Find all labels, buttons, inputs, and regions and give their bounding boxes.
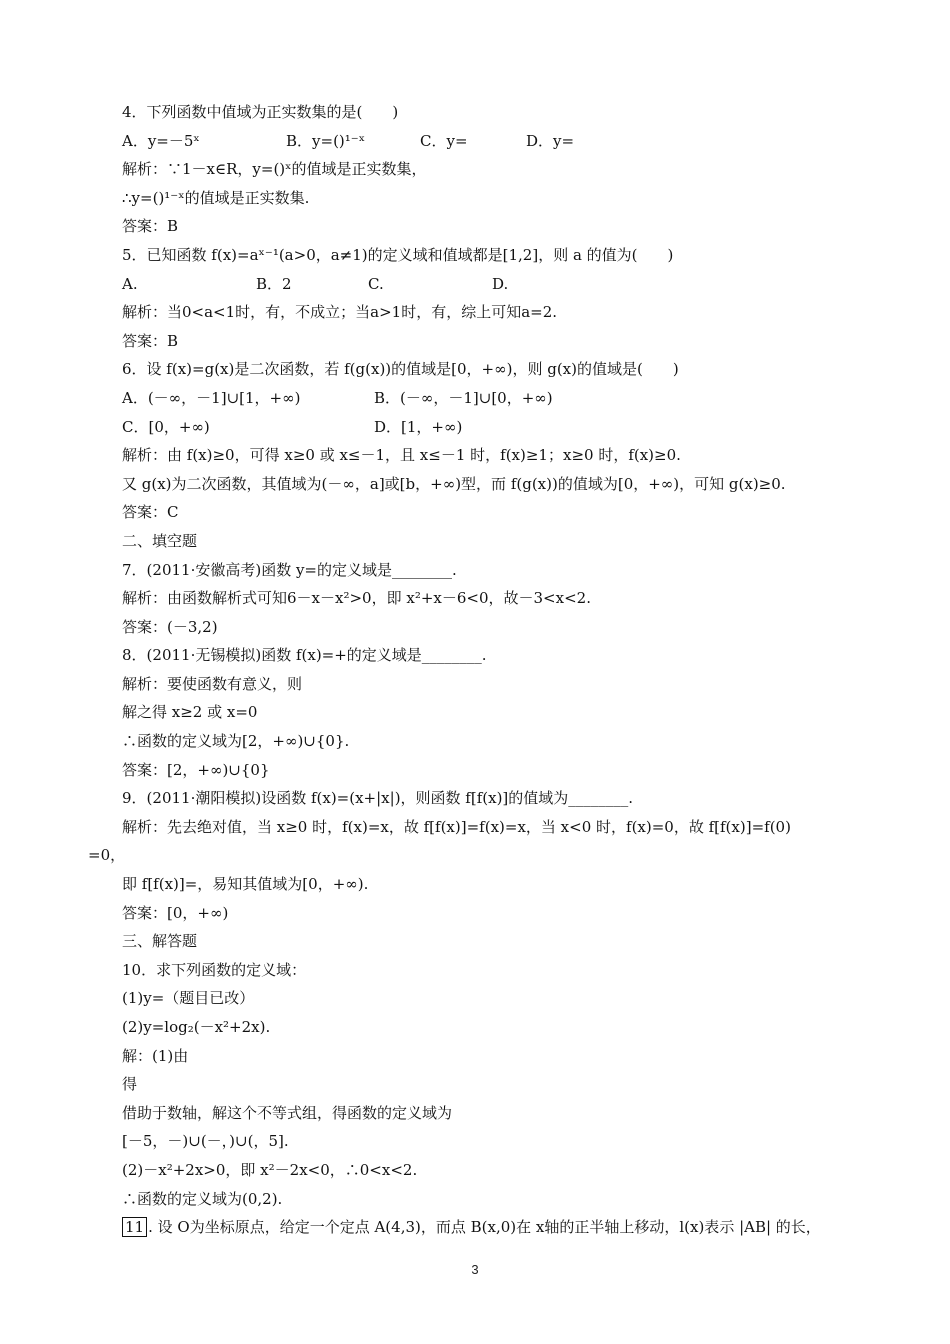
text-line: 解析：要使函数有意义，则 bbox=[122, 674, 303, 693]
text-line: 得 bbox=[122, 1075, 138, 1094]
text-line: 5．已知函数 f(x)=aˣ⁻¹(a>0，a≠1)的定义域和值域都是[1,2]，则 a 的值为( ) bbox=[122, 245, 674, 264]
page-number: 3 bbox=[471, 1262, 479, 1277]
choice-option: C．[0，+∞) bbox=[122, 417, 210, 436]
choice-option: D．[1，+∞) bbox=[374, 417, 463, 436]
text-line: 又 g(x)为二次函数，其值域为(－∞，a]或[b，+∞)型，而 f(g(x))的值域为[0，+∞)，可知 g(x)≥0. bbox=[122, 474, 786, 493]
text-line: 答案：C bbox=[122, 503, 179, 522]
text-line: =0， bbox=[88, 846, 126, 865]
question-line bbox=[122, 1213, 867, 1242]
text-line: 借助于数轴，解这个不等式组，得函数的定义域为 bbox=[122, 1103, 453, 1122]
text-line: 6．设 f(x)=g(x)是二次函数，若 f(g(x))的值域是[0，+∞)，则 g(x)的值域是( ) bbox=[122, 360, 679, 379]
text-line: 解析：先去绝对值，当 x≥0 时，f(x)=x，故 f[f(x)]=f(x)=x，当 x<0 时，f(x)=0，故 f[f(x)]=f(0) bbox=[122, 817, 791, 836]
text-line: [－5，－)∪(－，)∪(，5]. bbox=[122, 1132, 289, 1151]
choice-option: A. bbox=[122, 274, 138, 293]
question-text: . 设 O为坐标原点，给定一个定点 A(4,3)，而点 B(x,0)在 x轴的正半轴上移动，l(x)表示 |AB| 的长， bbox=[148, 1218, 821, 1237]
choice-option: C．y= bbox=[420, 131, 468, 150]
choice-option: A．y=－5ˣ bbox=[122, 131, 200, 150]
text-line: 三、解答题 bbox=[122, 932, 198, 951]
text-line: (2)y=log₂(－x²+2x). bbox=[122, 1018, 271, 1036]
text-line: 答案：[2，+∞)∪{0} bbox=[122, 760, 270, 779]
text-line: 答案：(－3,2) bbox=[122, 617, 218, 636]
text-line: 解之得 x≥2 或 x=0 bbox=[122, 703, 258, 722]
text-line: ∴函数的定义域为[2，+∞)∪{0}. bbox=[122, 732, 350, 751]
text-line: (1)y=（题目已改） bbox=[122, 989, 255, 1008]
text-line: (2)－x²+2x>0，即 x²－2x<0，∴0<x<2. bbox=[122, 1160, 418, 1179]
text-line: 解析：由 f(x)≥0，可得 x≥0 或 x≤－1，且 x≤－1 时，f(x)≥1；x≥0 时，f(x)≥0. bbox=[122, 446, 681, 465]
text-line: 答案：[0，+∞) bbox=[122, 903, 229, 922]
text-line: 8．(2011·无锡模拟)函数 f(x)=+的定义域是________. bbox=[122, 646, 487, 665]
question-number-box: 11 bbox=[122, 1217, 147, 1237]
text-line: 即 f[f(x)]=，易知其值域为[0，+∞). bbox=[122, 875, 369, 894]
choice-option: D. bbox=[492, 274, 509, 293]
text-line: 9．(2011·潮阳模拟)设函数 f(x)=(x+|x|)，则函数 f[f(x)]的值域为________. bbox=[122, 789, 634, 808]
text-line: 解析：∵1－x∈R，y=()ˣ的值域是正实数集， bbox=[122, 160, 427, 179]
choice-row bbox=[122, 384, 867, 413]
choice-option: B．y=()¹⁻ˣ bbox=[286, 131, 366, 150]
text-line: 解析：由函数解析式可知6－x－x²>0，即 x²+x－6<0，故－3<x<2. bbox=[122, 589, 591, 608]
text-line: 答案：B bbox=[122, 331, 179, 350]
choice-row bbox=[122, 270, 867, 299]
choice-option: C. bbox=[368, 274, 384, 293]
choice-row bbox=[122, 127, 867, 156]
text-line: 解：(1)由 bbox=[122, 1046, 189, 1065]
text-line: 答案：B bbox=[122, 217, 179, 236]
document-body bbox=[88, 98, 867, 1242]
text-line: 7．(2011·安徽高考)函数 y=的定义域是________. bbox=[122, 560, 457, 579]
choice-row bbox=[122, 413, 867, 442]
choice-option: D．y= bbox=[526, 131, 575, 150]
choice-option: B．2 bbox=[256, 274, 292, 293]
text-line: ∴函数的定义域为(0,2). bbox=[122, 1189, 283, 1208]
text-line: 4．下列函数中值域为正实数集的是( ) bbox=[122, 103, 399, 121]
choice-option: A．(－∞，－1]∪[1，+∞) bbox=[122, 388, 301, 407]
choice-option: B．(－∞，－1]∪[0，+∞) bbox=[374, 388, 553, 407]
text-line: ∴y=()¹⁻ˣ的值域是正实数集. bbox=[122, 188, 310, 207]
text-line: 解析：当0<a<1时，有，不成立；当a>1时，有，综上可知a=2. bbox=[122, 303, 558, 322]
text-line: 10．求下列函数的定义域： bbox=[122, 960, 307, 979]
text-line: 二、填空题 bbox=[122, 531, 198, 550]
